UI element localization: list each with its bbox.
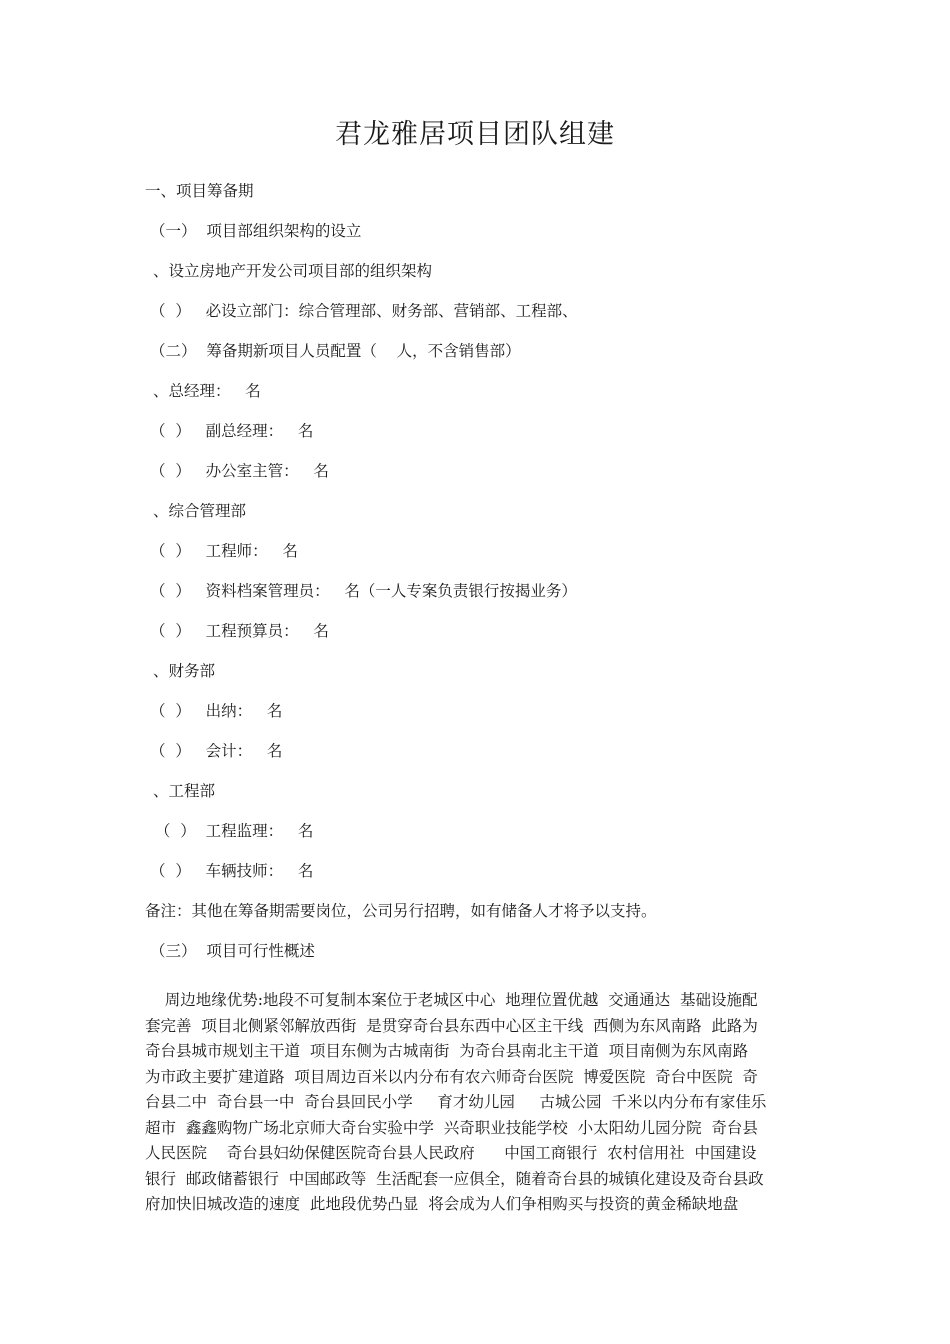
list-item: （ ） 副总经理： 名 bbox=[150, 422, 314, 440]
subsection-heading: （三） 项目可行性概述 bbox=[150, 942, 315, 960]
list-item: （ ） 车辆技师： 名 bbox=[150, 862, 314, 880]
list-item: （ ） 会计： 名 bbox=[150, 742, 283, 760]
list-item: （ ） 工程师： 名 bbox=[150, 542, 298, 560]
list-item: 、综合管理部 bbox=[153, 502, 247, 520]
paragraph-line: 为市政主要扩建道路 项目周边百米以内分布有农六师奇台医院 博爱医院 奇台中医院 奇 bbox=[145, 1067, 758, 1086]
list-item: （ ） 工程预算员： 名 bbox=[150, 622, 329, 640]
note-text: 备注：其他在筹备期需要岗位，公司另行招聘，如有储备人才将予以支持。 bbox=[145, 902, 657, 920]
feasibility-paragraph bbox=[145, 988, 810, 1218]
list-item: 、设立房地产开发公司项目部的组织架构 bbox=[153, 262, 433, 280]
paragraph-line: 银行 邮政储蓄银行 中国邮政等 生活配套一应俱全，随着奇台县的城镇化建设及奇台县政 bbox=[145, 1169, 764, 1188]
list-item: 、财务部 bbox=[153, 662, 216, 680]
document-title: 君龙雅居项目团队组建 bbox=[335, 119, 615, 150]
paragraph-line: 台县二中 奇台县一中 奇台县回民小学 育才幼儿园 古城公园 千米以内分布有家佳乐 bbox=[145, 1093, 767, 1111]
paragraph-line: 套完善 项目北侧紧邻解放西街 是贯穿奇台县东西中心区主干线 西侧为东风南路 此路为 bbox=[145, 1016, 758, 1035]
list-item: （ ） 必设立部门：综合管理部、财务部、营销部、工程部、 bbox=[150, 302, 578, 320]
paragraph-line: 超市 鑫鑫购物广场北京师大奇台实验中学 兴奇职业技能学校 小太阳幼儿园分院 奇台县 bbox=[145, 1118, 758, 1137]
subsection-heading: （一） 项目部组织架构的设立 bbox=[150, 222, 362, 240]
list-item: （ ） 出纳： 名 bbox=[150, 702, 283, 720]
section-heading: 一、项目筹备期 bbox=[145, 182, 254, 200]
list-item: （ ） 资料档案管理员： 名（一人专案负责银行按揭业务） bbox=[150, 582, 577, 600]
paragraph-line: 奇台县城市规划主干道 项目东侧为古城南街 为奇台县南北主干道 项目南侧为东风南路 bbox=[145, 1042, 749, 1060]
list-item: 、总经理： 名 bbox=[153, 382, 261, 400]
list-item: （ ） 工程监理： 名 bbox=[150, 822, 314, 840]
subsection-heading: （二） 筹备期新项目人员配置（ 人，不含销售部） bbox=[150, 342, 521, 360]
paragraph-line: 人民医院 奇台县妇幼保健医院奇台县人民政府 中国工商银行 农村信用社 中国建设 bbox=[145, 1144, 757, 1162]
list-item: （ ） 办公室主管： 名 bbox=[150, 462, 329, 480]
paragraph-line: 府加快旧城改造的速度 此地段优势凸显 将会成为人们争相购买与投资的黄金稀缺地盘 bbox=[145, 1195, 739, 1213]
paragraph-line: 周边地缘优势:地段不可复制本案位于老城区中心 地理位置优越 交通通达 基础设施配 bbox=[145, 991, 758, 1009]
list-item: 、工程部 bbox=[153, 782, 216, 800]
